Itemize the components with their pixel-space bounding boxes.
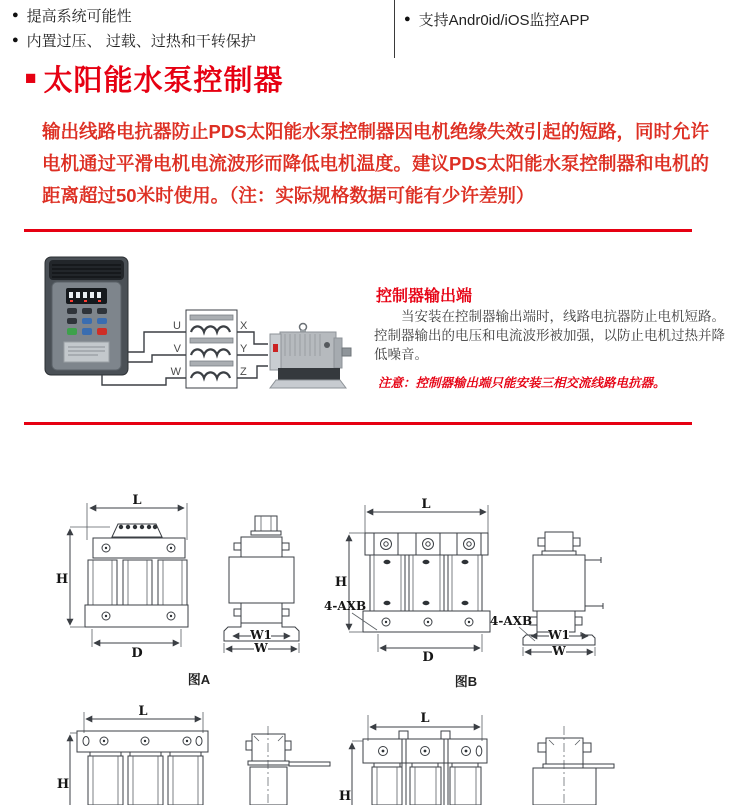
dim-label-l: L	[132, 493, 142, 508]
dim-label-w: W	[552, 644, 566, 658]
dim-label-h: H	[338, 789, 352, 804]
figure-a-front-view	[56, 493, 188, 661]
motor-base	[270, 380, 346, 388]
feature-list-left	[12, 3, 256, 53]
mounting-hole-label: 4-AXB	[324, 599, 367, 613]
list-item	[12, 3, 256, 28]
intro-paragraph	[42, 116, 742, 212]
dimension-drawings-svg	[0, 470, 750, 805]
figure-b-front-view	[324, 497, 490, 665]
dim-label-w1: W1	[548, 628, 570, 642]
feature-text: 支持Andr0id/iOS监控APP	[418, 12, 590, 29]
feature-list-right	[404, 7, 590, 32]
motor-illustration	[270, 324, 351, 389]
panel-body-line: 控制器输出的电压和电流波形被加强，以防止电机过热并降	[374, 328, 725, 343]
page-title: 太阳能水泵控制器	[43, 65, 284, 97]
terminal-label-w: W	[170, 366, 181, 378]
column-divider	[394, 0, 395, 58]
dim-label-l: L	[420, 711, 430, 726]
figure-c-side-view	[246, 726, 330, 805]
terminal-label-u: U	[173, 320, 181, 332]
panel-warning-note: 注意：控制器输出端只能安装三相交流线路电抗器。	[378, 376, 666, 390]
intro-line: 电机通过平滑电机电流波形而降低电机温度。建议PDS太阳能水泵控制器和电机的	[42, 153, 710, 174]
feature-text: 内置过压、 过载、过热和干转保护	[26, 33, 256, 50]
bullet-icon: ●	[404, 13, 411, 25]
figure-d-side-view	[533, 726, 614, 805]
intro-line: 距离超过50米时使用。（注：实际规格数据可能有少许差别）	[42, 185, 535, 206]
list-item	[12, 28, 256, 53]
dim-label-d: D	[422, 650, 434, 665]
mounting-hole-label: 4-AXB	[490, 614, 533, 628]
figure-d-front-view	[339, 711, 487, 805]
panel-body-line: 低噪音。	[374, 347, 428, 362]
terminal-label-v: V	[173, 343, 181, 355]
intro-line: 输出线路电抗器防止PDS太阳能水泵控制器因电机绝缘失效引起的短路，同时允许	[42, 121, 710, 142]
square-marker-icon: ■	[25, 68, 37, 89]
dim-label-l: L	[421, 497, 431, 512]
line-reactor-symbol	[186, 310, 237, 388]
list-item	[404, 7, 590, 32]
dim-label-h: H	[334, 575, 348, 590]
feature-text: 提高系统可能性	[26, 8, 132, 25]
dim-label-h: H	[56, 777, 70, 792]
figure-a-side-view	[224, 516, 299, 655]
wiring-diagram-svg	[40, 248, 360, 408]
terminal-label-x: X	[240, 320, 248, 332]
bullet-icon: ●	[12, 34, 19, 46]
dim-label-l: L	[138, 704, 148, 719]
dim-label-w1: W1	[250, 628, 272, 642]
dim-label-d: D	[131, 646, 143, 661]
figure-a-caption: 图A	[187, 672, 211, 687]
panel-body	[374, 307, 750, 364]
inverter-label-sticker	[64, 342, 109, 362]
terminal-label-y: Y	[240, 343, 248, 355]
terminal-label-z: Z	[240, 366, 247, 378]
figure-b-side-view	[490, 532, 603, 658]
panel-title: 控制器输出端	[376, 288, 473, 305]
figure-c-front-view	[57, 704, 208, 805]
wire-v	[128, 355, 186, 362]
dim-label-h: H	[55, 572, 69, 587]
panel-body-line: 当安装在控制器输出端时，线路电抗器防止电机短路。	[401, 309, 725, 324]
red-rule-top	[24, 229, 692, 232]
inverter-illustration	[45, 257, 128, 375]
inverter-keypad	[67, 308, 107, 335]
motor-shaft	[342, 348, 351, 356]
figure-b-caption: 图B	[454, 674, 478, 689]
bullet-icon: ●	[12, 9, 19, 21]
section-heading	[25, 58, 284, 99]
red-rule-bottom	[24, 422, 692, 425]
dim-label-w: W	[254, 641, 268, 655]
